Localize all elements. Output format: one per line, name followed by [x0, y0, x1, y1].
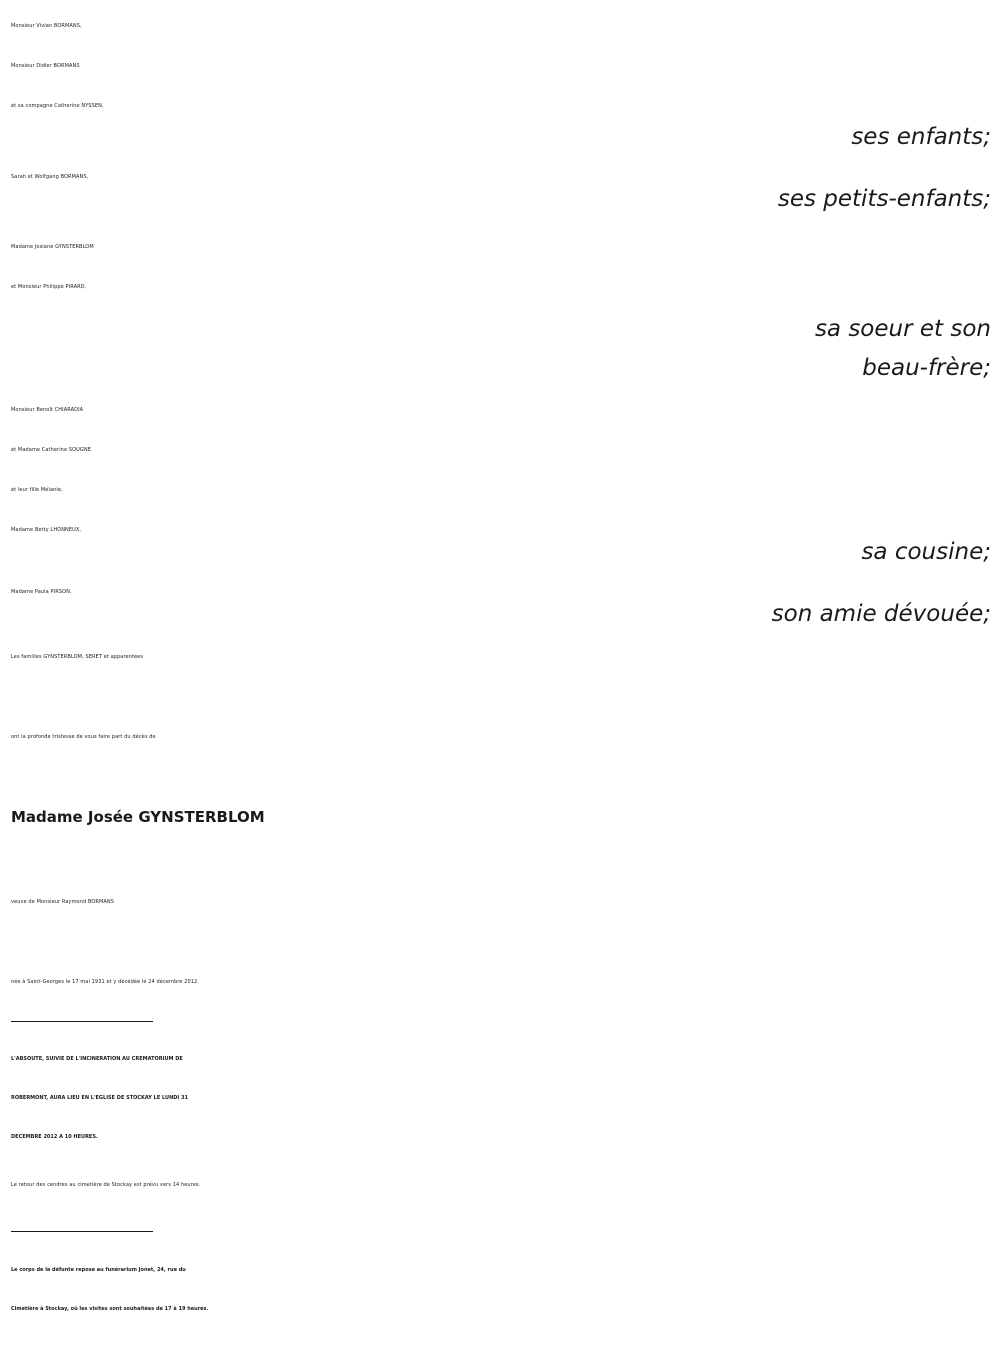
announcement-text: ont la profonde tristesse de vous faire part du décès de	[11, 734, 156, 740]
widow-of-text: veuve de Monsieur Raymond BORMANS	[11, 899, 115, 905]
family-member-name: et Madame Catherine SOUGNE	[11, 447, 91, 453]
relation-label: ses enfants;	[851, 124, 991, 150]
ceremony-line: DECEMBRE 2012 A 10 HEURES.	[11, 1134, 98, 1140]
obituary-notice	[11, 0, 991, 1329]
family-member-name: Monsieur Vivian BORMANS,	[11, 23, 82, 29]
ceremony-line: ROBERMONT, AURA LIEU EN L'EGLISE DE STOCKAY LE LUNDI 31	[11, 1095, 188, 1101]
relation-label: ses petits-enfants;	[777, 186, 991, 212]
family-group-grandchildren	[11, 157, 991, 219]
relation-label: beau-frère;	[862, 355, 991, 381]
deceased-name: Madame Josée GYNSTERBLOM	[11, 808, 265, 826]
family-member-name: Monsieur Benoît CHIARADIA	[11, 407, 84, 413]
family-group-siblings	[11, 227, 991, 388]
separator-line	[11, 1021, 153, 1022]
ashes-return-text: Le retour des cendres au cimetière de Stockay est prévu vers 14 heures.	[11, 1182, 201, 1188]
ceremony-details	[11, 1040, 991, 1157]
ceremony-line: L'ABSOUTE, SUIVIE DE L'INCINERATION AU CREMATORIUM DE	[11, 1056, 183, 1062]
families-line: Les familles GYNSTERBLOM, SERET et apparentées	[11, 654, 144, 660]
relation-label: sa cousine;	[861, 539, 991, 565]
visitation-details	[11, 1251, 991, 1329]
family-member-name: et Monsieur Philippe PIRARD,	[11, 284, 87, 290]
family-group-children	[11, 6, 991, 157]
family-member-name: et sa compagne Catherine NYSSEN,	[11, 103, 104, 109]
family-group-cousins	[11, 390, 991, 572]
family-member-name: et leur fille Mélanie,	[11, 487, 63, 493]
family-member-name: Madame Josiane GYNSTERBLOM	[11, 244, 94, 250]
separator-line	[11, 1231, 153, 1232]
family-member-name: Monsieur Didier BORMANS	[11, 63, 80, 69]
family-member-name: Sarah et Wolfgang BORMANS,	[11, 174, 89, 180]
visitation-line: Le corps de la défunte repose au funérarium Jonet, 24, rue du	[11, 1267, 186, 1273]
relation-label: sa soeur et son	[814, 316, 991, 342]
birth-death-text: née à Saint-Georges le 17 mai 1931 et y décédée le 24 décembre 2012.	[11, 979, 199, 985]
family-group-friend	[11, 572, 991, 634]
family-member-name: Madame Paula PIRSON,	[11, 589, 72, 595]
family-member-name: Madame Betty LHONNEUX,	[11, 527, 82, 533]
relation-label: son amie dévouée;	[771, 601, 991, 627]
visitation-line: Cimetière à Stockay, où les visites sont souhaitées de 17 à 19 heures.	[11, 1306, 209, 1312]
